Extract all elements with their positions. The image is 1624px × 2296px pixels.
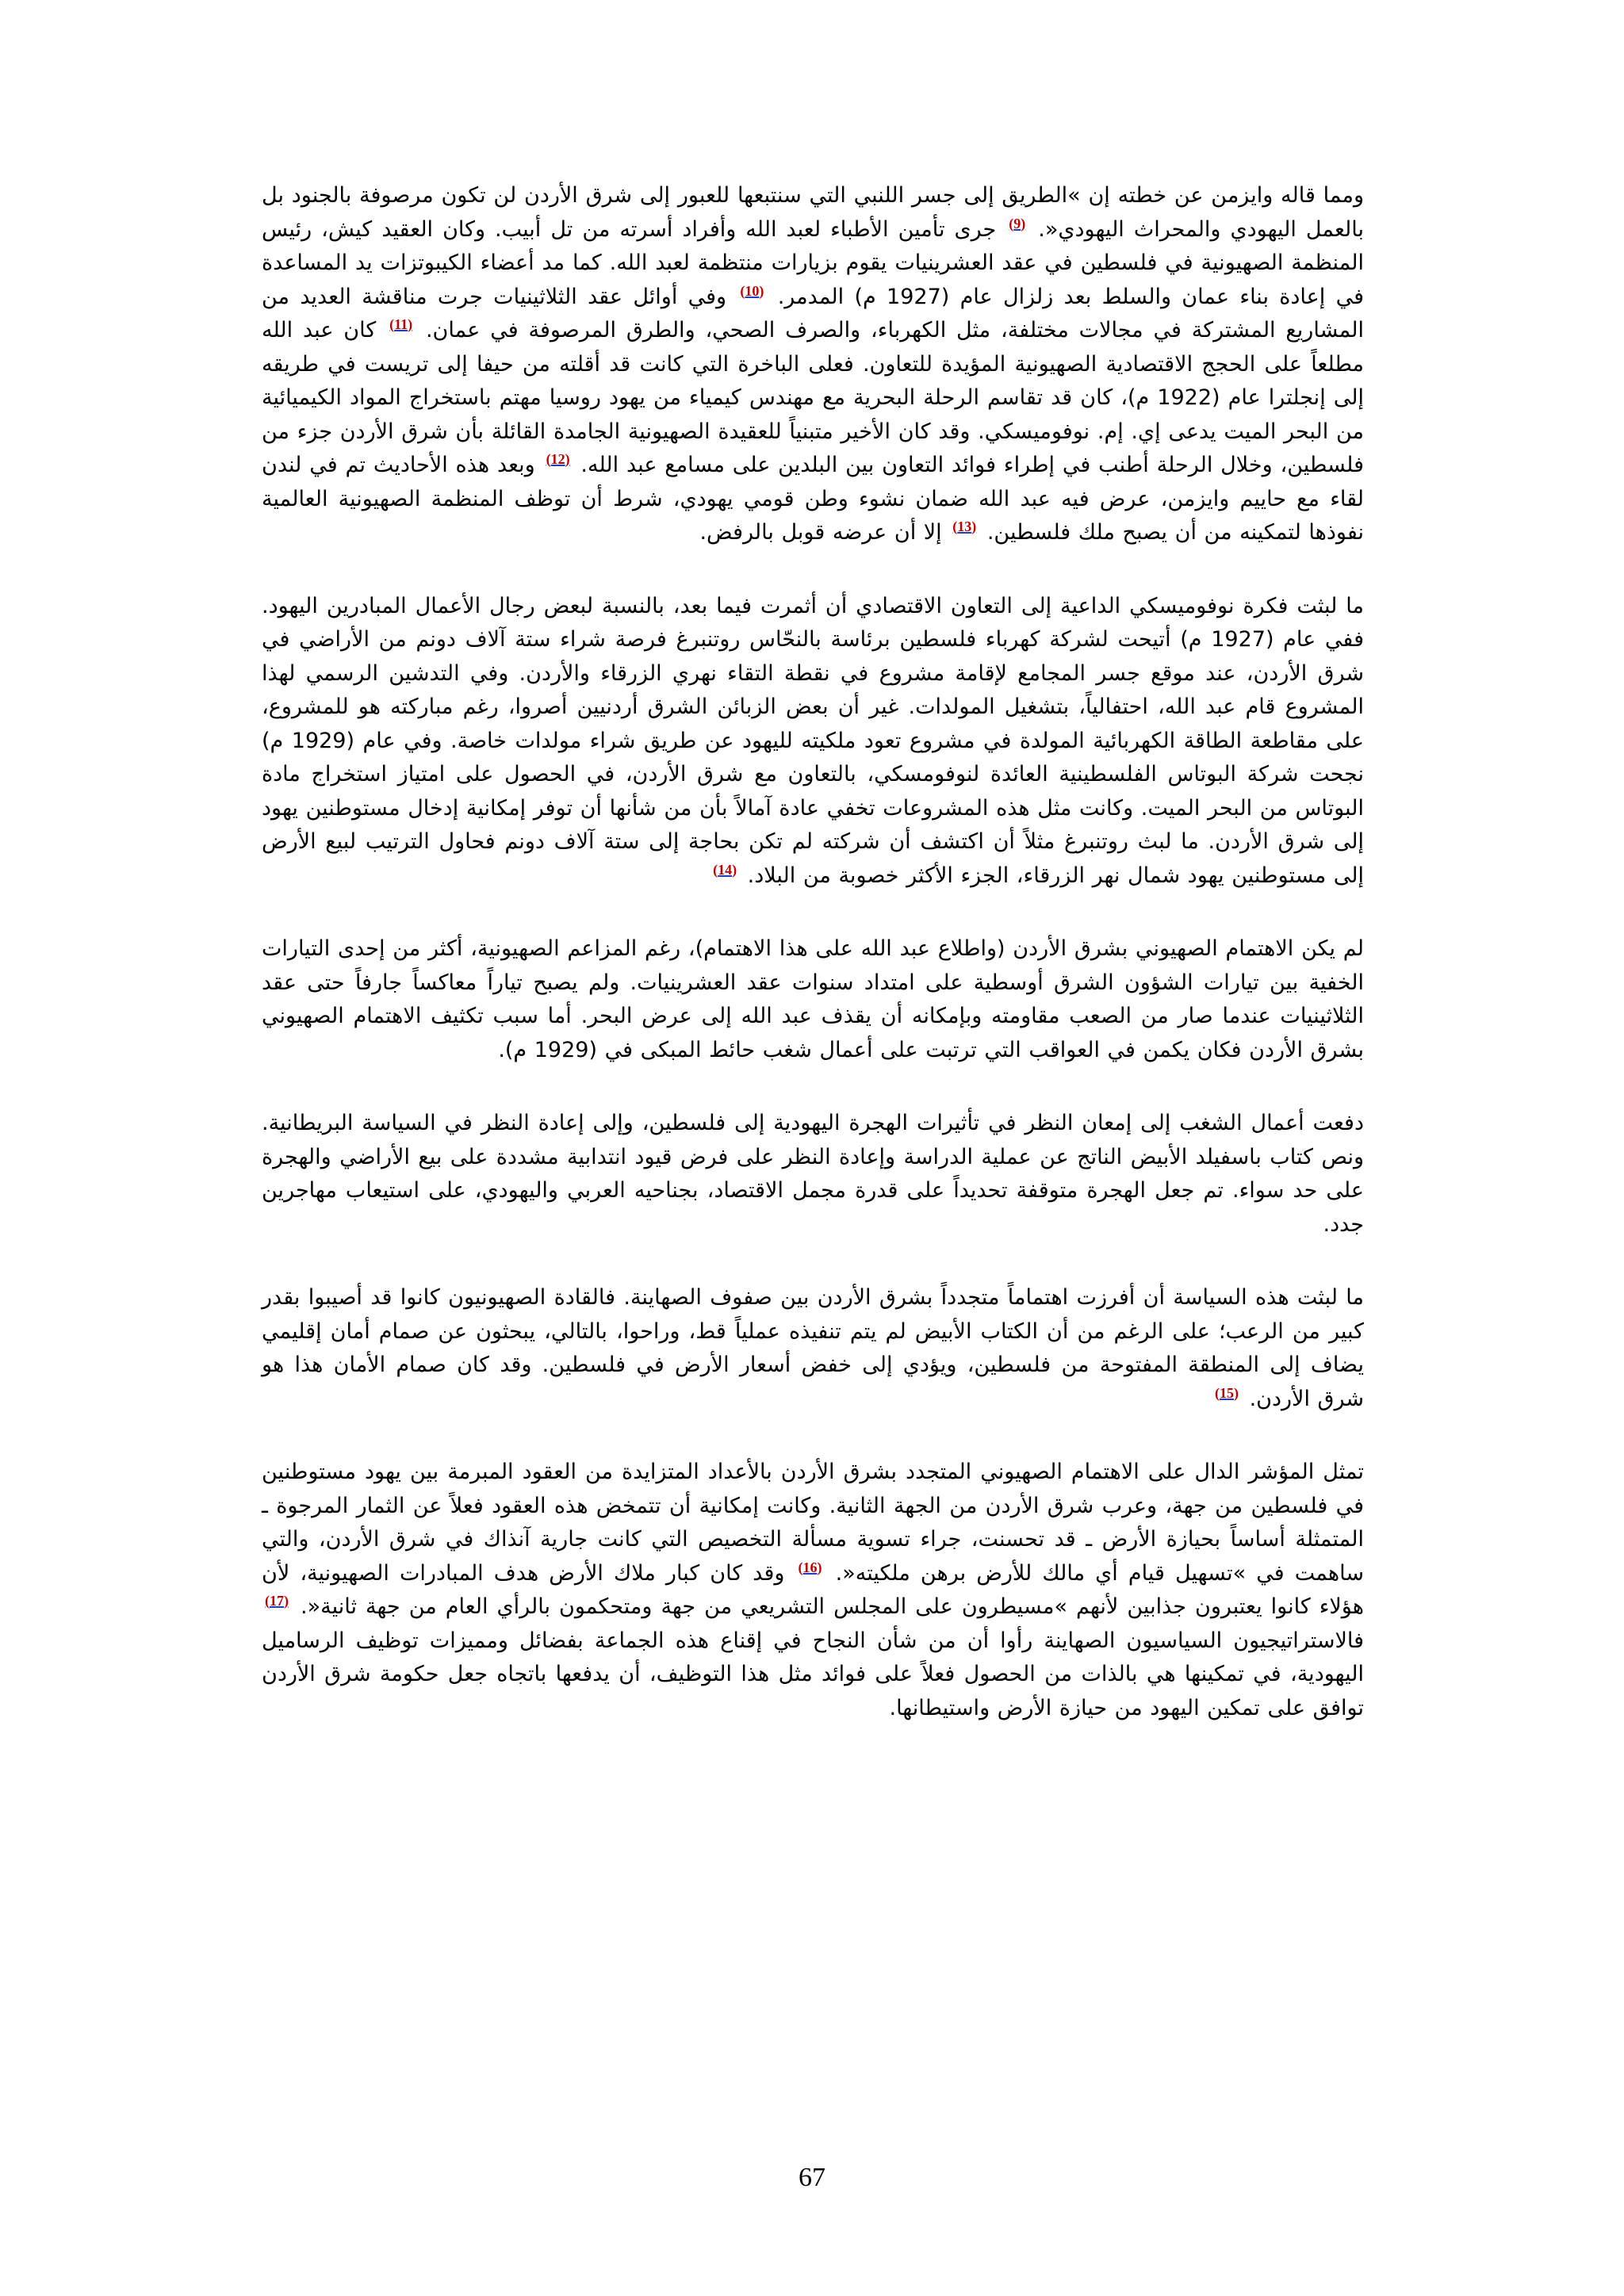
- footnote-link[interactable]: (9): [1009, 215, 1026, 232]
- paragraph-text: وفي أوائل عقد الثلاثينيات جرت مناقشة العديد من المشاريع المشتركة في مجالات مختلفة، مثل الكهرباء، والصرف الصحي، والطرق المرصوفة في عمان.: [262, 284, 1364, 342]
- footnote-link[interactable]: (12): [546, 451, 570, 467]
- paragraph-text: ومما قاله وايزمن عن خطته إن »الطريق إلى جسر اللنبي التي سنتبعها للعبور إلى شرق الأردن لن تكون مرصوفة بالجنود بل بالعمل اليهودي والمحراث اليهودي«.: [262, 183, 1364, 242]
- paragraph: [262, 179, 1364, 550]
- paragraph-text: دفعت أعمال الشغب إلى إمعان النظر في تأثيرات الهجرة اليهودية إلى فلسطين، وإلى إعادة النظر في السياسة البريطانية. ونص كتاب باسفيلد الأبيض الناتج عن عملية الدراسة وإعادة النظر على فرض قيود انتدابية مشددة على بيع الأراضي والهجرة على حد سواء. تم جعل الهجرة متوقفة تحديداً على قدرة مجمل الاقتصاد، بجناحيه العربي واليهودي، على استيعاب مهاجرين جدد.: [262, 1111, 1364, 1237]
- paragraph: [262, 1107, 1364, 1242]
- paragraph-text: إلا أن عرضه قوبل بالرفض.: [699, 520, 950, 545]
- paragraph-text: لم يكن الاهتمام الصهيوني بشرق الأردن (واطلاع عبد الله على هذا الاهتمام)، رغم المزاعم الصهيونية، أكثر من إحدى التيارات الخفية بين تيارات الشؤون الشرق أوسطية على امتداد سنوات عقد العشرينيات. ولم يصبح تياراً معاكساً جارفاً حتى عقد الثلاثينيات عندما صار من الصعب مقاومته وبإمكانه أن يقذف عبد الله إلى عرض البحر. أما سبب تكثيف الاهتمام الصهيوني بشرق الأردن فكان يكمن في العواقب التي ترتبت على أعمال شغب حائط المبكى في (1929 م).: [262, 936, 1364, 1062]
- paragraph: [262, 590, 1364, 894]
- paragraph-text: ما لبثت فكرة نوفوميسكي الداعية إلى التعاون الاقتصادي أن أثمرت فيما بعد، بالنسبة لبعض رجال الأعمال المبادرين اليهود. ففي عام (1927 م) أتيحت لشركة كهرباء فلسطين برئاسة بالنحّاس روتنبرغ فرصة شراء ستة آلاف دونم من الأراضي في شرق الأردن، عند موقع جسر المجامع لإقامة مشروع في نقطة التقاء نهري الزرقاء والأردن. وفي التدشين الرسمي لهذا المشروع قام عبد الله، احتفالياً، بتشغيل المولدات. غير أن بعض الزبائن الشرق أردنيين أصروا، رغم مباركته هو للمشروع، على مقاطعة الطاقة الكهربائية المولدة في مشروع تعود ملكيته لليهود عن طريق شراء مولدات خاصة. وفي عام (1929 م) نجحت شركة البوتاس الفلسطينية العائدة لنوفومسكي، بالتعاون مع شرق الأردن، في الحصول على امتياز استخراج مادة البوتاس من البحر الميت. وكانت مثل هذه المشروعات تخفي عادة آمالاً بأن من شأنها أن توفر إمكانية إدخال مستوطنين يهود إلى شرق الأردن. ما لبث روتنبرغ مثلاً أن اكتشف أن شركته لم تكن بحاجة إلى ستة آلاف دونم فحاول الترتيب لبيع الأرض إلى مستوطنين يهود شمال نهر الزرقاء، الجزء الأكثر خصوبة من البلاد.: [262, 593, 1364, 888]
- paragraph-text: كان عبد الله مطلعاً على الحجج الاقتصادية الصهيونية المؤيدة للتعاون. فعلى الباخرة التي كانت قد أقلته من حيفا إلى تريست في طريقه إلى إنجلترا عام (1922 م)، كان قد تقاسم الرحلة البحرية مع مهندس كيمياء من يهود روسيا مهتم باستخراج المواد الكيميائية من البحر الميت يدعى إي. إم. نوفوميسكي. وقد كان الأخير متبنياً للعقيدة الصهيونية الجامدة القائلة بأن شرق الأردن جزء من فلسطين، وخلال الرحلة أطنب في إطراء فوائد التعاون بين البلدين على مسامع عبد الله.: [262, 318, 1365, 477]
- paragraph-text: تمثل المؤشر الدال على الاهتمام الصهيوني المتجدد بشرق الأردن بالأعداد المتزايدة من العقود المبرمة بين يهود مستوطنين في فلسطين من جهة، وعرب شرق الأردن من الجهة الثانية. وكانت إمكانية أن تتمخض هذه العقود فعلاً عن الثمار المرجوة ـ المتمثلة أساساً بحيازة الأرض ـ قد تحسنت، جراء تسوية مسألة التخصيص التي كانت جارية آنذاك في شرق الأردن، والتي ساهمت في »تسهيل قيام أي مالك للأرض برهن ملكيته«.: [262, 1460, 1364, 1586]
- paragraph-text: ما لبثت هذه السياسة أن أفرزت اهتماماً متجدداً بشرق الأردن بين صفوف الصهاينة. فالقادة الصهيونيون كانوا قد أصيبوا بقدر كبير من الرعب؛ على الرغم من أن الكتاب الأبيض لم يتم تنفيذه عملياً قط، وراحوا، بالتالي، يبحثون عن صمام أمان إقليمي يضاف إلى المنطقة المفتوحة من فلسطين، ويؤدي إلى خفض أسعار الأرض في فلسطين. وقد كان صمام الأمان هذا هو شرق الأردن.: [262, 1285, 1364, 1411]
- paragraph: [262, 932, 1364, 1067]
- footnote-link[interactable]: (14): [713, 861, 737, 878]
- page-number: 67: [799, 2163, 825, 2192]
- footnote-link[interactable]: (17): [265, 1593, 289, 1609]
- footnote-link[interactable]: (10): [740, 282, 764, 299]
- footnote-link[interactable]: (11): [389, 316, 413, 332]
- footnote-link[interactable]: (15): [1214, 1384, 1239, 1401]
- article-body: [262, 179, 1364, 1765]
- paragraph: [262, 1456, 1364, 1725]
- paragraph-text: وبعد هذه الأحاديث تم في لندن لقاء مع حاييم وايزمن، عرض فيه عبد الله ضمان نشوء وطن قومي يهودي، شرط أن توظف المنظمة الصهيونية العالمية نفوذها لتمكينه من أن يصبح ملك فلسطين.: [262, 453, 1364, 545]
- paragraph-text: وقد كان كبار ملاك الأرض هدف المبادرات الصهيونية، لأن هؤلاء كانوا يعتبرون جذابين لأنهم »مسيطرون على المجلس التشريعي من جهة ومتحكمون بالرأي العام من جهة ثانية«.: [262, 1560, 1364, 1619]
- paragraph: [262, 1281, 1364, 1416]
- paragraph-text: جرى تأمين الأطباء لعبد الله وأفراد أسرته من تل أبيب. وكان العقيد كيش، رئيس المنظمة الصهيونية في فلسطين في عقد العشرينيات يقوم بزيارات منتظمة لعبد الله. كما مد أعضاء الكيبوتزات يد المساعدة في إعادة بناء عمان والسلط بعد زلزال عام (1927 م) المدمر.: [262, 216, 1364, 309]
- paragraph-text: فالاستراتيجيون السياسيون الصهاينة رأوا أن من شأن النجاح في إقناع هذه الجماعة بفضائل ومميزات توظيف الرساميل اليهودية، في تمكينها هي بالذات من الحصول فعلاً على فوائد مثل هذا التوظيف، أن يدفعها باتجاه جعل حكومة شرق الأردن توافق على تمكين اليهود من حيازة الأرض واستيطانها.: [262, 1628, 1364, 1720]
- footnote-link[interactable]: (13): [952, 519, 977, 534]
- footnote-link[interactable]: (16): [798, 1559, 822, 1575]
